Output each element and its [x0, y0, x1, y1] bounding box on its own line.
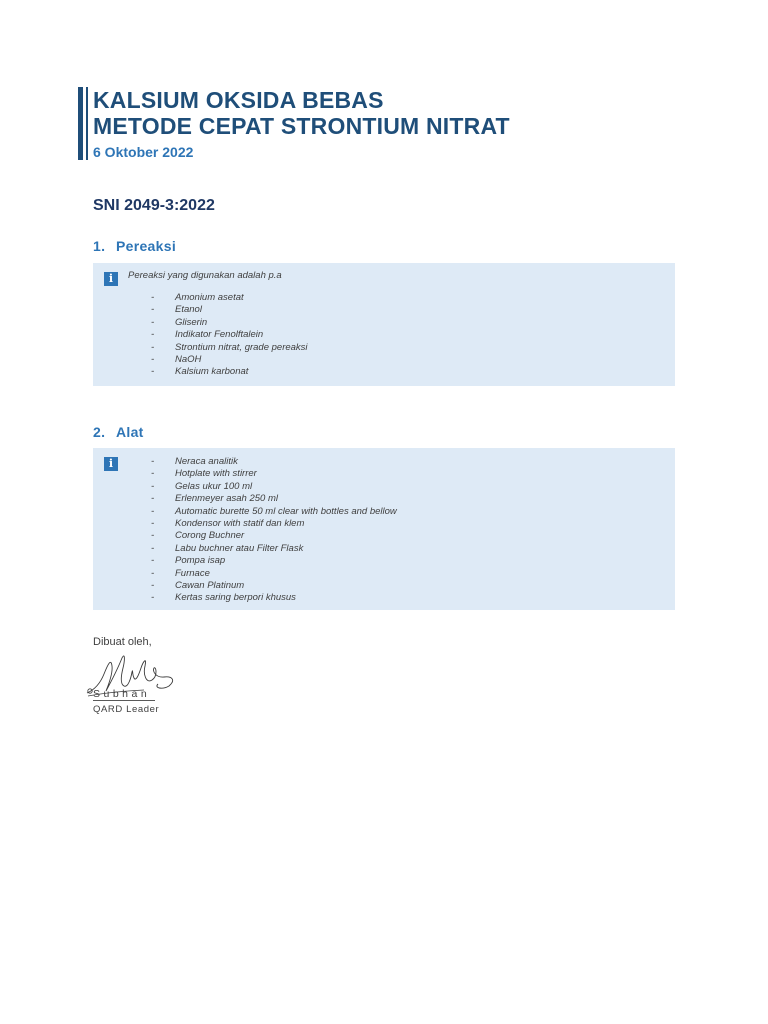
- standard-reference: SNI 2049-3:2022: [93, 197, 215, 214]
- list-bullet-dash: -: [151, 316, 155, 328]
- info-icon: i: [104, 272, 118, 286]
- list-item-text: Gliserin: [175, 316, 208, 328]
- section-heading-pereaksi: [93, 238, 176, 254]
- title-line-2: METODE CEPAT STRONTIUM NITRAT: [93, 113, 510, 139]
- section-number: 1.: [93, 238, 106, 254]
- list-item-text: Erlenmeyer asah 250 ml: [175, 493, 278, 505]
- list-bullet-dash: -: [151, 530, 155, 542]
- list-item-text: Cawan Platinum: [175, 579, 245, 591]
- pereaksi-intro: Pereaksi yang digunakan adalah p.a: [128, 270, 282, 281]
- title-accent-bars: [78, 87, 90, 160]
- section-heading-alat: [93, 424, 144, 440]
- signature-line: [93, 700, 155, 701]
- list-item-text: Neraca analitik: [175, 456, 238, 467]
- made-by-label: Dibuat oleh,: [93, 636, 152, 648]
- signer-role: QARD Leader: [93, 704, 160, 715]
- list-item-text: Automatic burette 50 ml clear with bottles and bellow: [175, 505, 397, 517]
- list-item-text: Kertas saring berpori khusus: [175, 592, 296, 604]
- title-line-1: KALSIUM OKSIDA BEBAS: [93, 87, 384, 113]
- pereaksi-info-box: [93, 263, 675, 386]
- accent-bar-thin: [86, 87, 88, 160]
- list-bullet-dash: -: [151, 341, 155, 353]
- list-bullet-dash: -: [151, 505, 155, 517]
- list-bullet-dash: -: [151, 329, 155, 341]
- list-item-text: Labu buchner atau Filter Flask: [175, 542, 304, 554]
- list-item-text: Corong Buchner: [175, 530, 245, 542]
- list-item-text: Furnace: [175, 567, 210, 579]
- list-item-text: NaOH: [175, 353, 202, 365]
- list-bullet-dash: -: [151, 579, 155, 591]
- list-item-text: Kalsium karbonat: [175, 366, 249, 378]
- list-item-text: Pompa isap: [175, 555, 226, 567]
- info-icon: i: [104, 457, 118, 471]
- signer-name: Subhan: [93, 688, 151, 700]
- list-item-text: Etanol: [175, 304, 202, 316]
- list-item-text: Strontium nitrat, grade pereaksi: [175, 341, 308, 353]
- list-item-text: Gelas ukur 100 ml: [175, 480, 253, 492]
- list-item-text: Hotplate with stirrer: [175, 468, 257, 480]
- list-bullet-dash: -: [151, 555, 155, 567]
- list-bullet-dash: -: [151, 292, 155, 303]
- accent-bar-thick: [78, 87, 83, 160]
- page-title: [93, 87, 510, 139]
- list-bullet-dash: -: [151, 304, 155, 316]
- list-bullet-dash: -: [151, 366, 155, 378]
- list-item-text: Indikator Fenolftalein: [175, 329, 264, 341]
- section-number: 2.: [93, 424, 106, 440]
- list-bullet-dash: -: [151, 468, 155, 480]
- list-bullet-dash: -: [151, 480, 155, 492]
- list-bullet-dash: -: [151, 517, 155, 529]
- document-date: 6 Oktober 2022: [93, 144, 194, 160]
- section-title: Pereaksi: [116, 238, 177, 254]
- list-bullet-dash: -: [151, 592, 155, 604]
- section-title: Alat: [116, 424, 144, 440]
- list-bullet-dash: -: [151, 493, 155, 505]
- list-bullet-dash: -: [151, 542, 155, 554]
- list-bullet-dash: -: [151, 567, 155, 579]
- list-bullet-dash: -: [151, 456, 155, 467]
- list-bullet-dash: -: [151, 353, 155, 365]
- list-item-text: Kondensor with statif dan klem: [175, 517, 305, 529]
- alat-info-box: [93, 448, 675, 610]
- list-item-text: Amonium asetat: [175, 292, 244, 303]
